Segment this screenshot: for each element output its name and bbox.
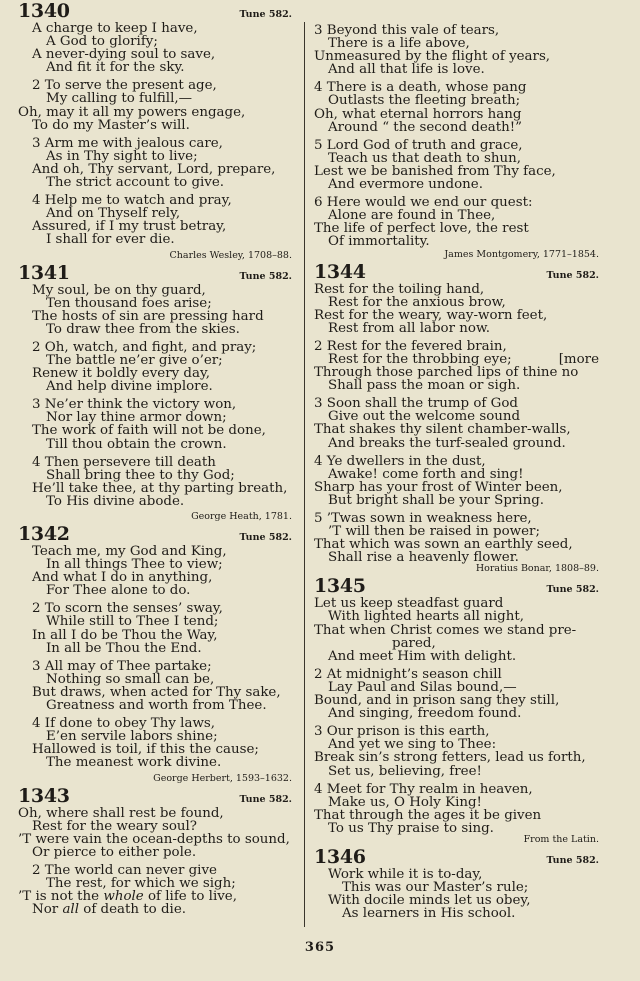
verse-line: Renew it boldly every day,: [32, 366, 211, 382]
verse-line: 3 Arm me with jealous care,: [32, 135, 223, 151]
verse-line: ’T were vain the ocean-depths to sound,: [18, 831, 290, 847]
verse-line: 6 Here would we end our quest:: [314, 195, 533, 211]
verse-line: In all I do be Thou the Way,: [32, 627, 218, 643]
verse-line: The strict account to give.: [46, 175, 225, 191]
verse-line: Oh, what eternal horrors hang: [314, 106, 522, 122]
verse-line: Teach us that death to shun,: [328, 150, 521, 166]
verse-line: With lighted hearts all night,: [328, 609, 524, 625]
verse-line: The work of faith will not be done,: [32, 423, 266, 439]
verse-line: ’T will then be raised in power;: [328, 524, 540, 540]
stanza-6: [314, 196, 599, 248]
verse-line: And oh, Thy servant, Lord, prepare,: [32, 161, 276, 177]
stanza-1: [18, 545, 292, 597]
verse-line: 4 Ye dwellers in the dust,: [314, 453, 486, 469]
hymn-header: [18, 785, 292, 807]
verse-line: Rest for the weary soul?: [32, 818, 197, 834]
verse-line: 3 Our prison is this earth,: [314, 724, 490, 740]
stanza-1: [18, 284, 292, 336]
verse-line: E’en servile labors shine;: [46, 729, 218, 745]
hymn-number: 1345: [314, 575, 366, 598]
hymn-number: 1343: [18, 784, 70, 807]
verse-line: 5 ’Twas sown in weakness here,: [314, 511, 532, 526]
verse-line: And breaks the turf-sealed ground.: [328, 435, 566, 451]
verse-line: For Thee alone to do.: [46, 583, 191, 599]
stanza-1: [18, 22, 292, 74]
stanza-4: [314, 455, 599, 507]
stanza-3: [314, 24, 599, 76]
stanza-4: [18, 456, 292, 508]
tune-reference: Tune 582.: [239, 270, 292, 282]
verse-line: With docile minds let us obey,: [328, 893, 531, 909]
verse-line: 4 There is a death, whose pang: [314, 80, 527, 96]
hymn-header: [18, 523, 292, 545]
verse-line: Of immortality.: [328, 234, 430, 250]
verse-line: There is a life above,: [328, 36, 470, 52]
author-attribution: James Montgomery, 1771–1854.: [444, 248, 599, 260]
stanza-2: [18, 602, 292, 654]
verse-line: As learners in His school.: [342, 906, 516, 922]
verse-line: And evermore undone.: [328, 177, 483, 193]
verse-line: Shall rise a heavenly flower.: [328, 550, 519, 566]
stanza-1: [314, 283, 599, 335]
verse-line: 4 If done to obey Thy laws,: [32, 716, 216, 732]
verse-text: ’T is not the: [18, 889, 104, 905]
tune-reference: Tune 582.: [239, 9, 292, 20]
stanza-1: [18, 807, 292, 859]
hymn-1346: [314, 846, 599, 920]
verse-line: In all things Thee to view;: [46, 557, 223, 573]
verse-line: Rest from all labor now.: [328, 320, 491, 336]
verse-line: Oh, may it all my powers engage,: [18, 104, 246, 120]
tune-reference: Tune 582.: [546, 584, 599, 596]
verse-line: The battle ne’er give o’er;: [46, 352, 223, 368]
left-column: [18, 0, 292, 921]
stanza-2: [314, 340, 599, 392]
hymn-header: [18, 0, 292, 22]
verse-line: 3 Beyond this vale of tears,: [314, 23, 500, 38]
verse-line: And yet we sing to Thee:: [328, 737, 497, 753]
verse-line: That when Christ comes we stand pre-: [314, 622, 577, 638]
hymn-1340: [18, 0, 292, 262]
verse-line: A God to glorify;: [46, 34, 158, 50]
stanza-1: [314, 597, 599, 662]
verse-line: Awake! come forth and sing!: [328, 466, 524, 482]
verse-line: The hosts of sin are pressing hard: [32, 308, 264, 324]
verse-line: Or pierce to either pole.: [32, 844, 197, 860]
page-number: 365: [304, 940, 336, 955]
hymn-number: 1340: [18, 0, 70, 22]
verse-line: 2 To scorn the senses’ sway,: [32, 601, 223, 617]
tune-reference: Tune 582.: [546, 269, 599, 281]
stanza-3: [18, 137, 292, 189]
verse-line: 2 The world can never give: [32, 862, 217, 878]
verse-line: Greatness and worth from Thee.: [46, 698, 267, 714]
verse-line: [18, 903, 292, 916]
verse-line: As in Thy sight to live;: [46, 148, 198, 164]
verse-line: And what I do in anything,: [32, 570, 213, 586]
verse-line: Lay Paul and Silas bound,—: [328, 679, 517, 695]
hymn-number: 1344: [314, 260, 366, 283]
tune-reference: Tune 582.: [546, 854, 599, 866]
verse-line: That shakes thy silent chamber-walls,: [314, 422, 571, 438]
tune-reference: Tune 582.: [239, 532, 292, 543]
verse-line: Work while it is to-day,: [328, 866, 483, 882]
hymn-1343-continued: [314, 0, 599, 261]
hymn-header: [314, 846, 599, 868]
verse-line: While still to Thee I tend;: [46, 614, 219, 630]
author-attribution: Horatius Bonar, 1808–89.: [475, 563, 599, 575]
verse-line: Through those parched lips of thine no: [314, 365, 579, 381]
verse-line: Hallowed is toil, if this the cause;: [32, 742, 259, 758]
verse-line: Set us, believing, free!: [328, 763, 482, 779]
verse-line: That which was sown an earthly seed,: [314, 537, 573, 553]
stanza-2: [18, 79, 292, 131]
verse-line: That through the ages it be given: [314, 807, 542, 823]
verse-line: Shall bring thee to thy God;: [46, 467, 235, 483]
hymn-number: 1341: [18, 261, 70, 284]
verse-line: 3 Soon shall the trump of God: [314, 396, 518, 412]
verse-line: Nor lay thine armor down;: [46, 410, 227, 426]
verse-line: A never-dying soul to save,: [32, 47, 216, 63]
author-attribution: Charles Wesley, 1708–88.: [169, 249, 292, 261]
verse-text: Rest for the throbbing eye;: [328, 351, 512, 367]
stanza-2: [18, 864, 292, 916]
tune-reference: Tune 582.: [239, 793, 292, 805]
verse-line: Outlasts the fleeting breath;: [328, 93, 521, 109]
verse-line: My calling to fulfill,—: [46, 91, 193, 107]
verse-line: 4 Then persevere till death: [32, 454, 216, 470]
verse-line: 5 Lord God of truth and grace,: [314, 137, 523, 153]
hymn-1341: [18, 262, 292, 524]
verse-line: This was our Master’s rule;: [342, 880, 529, 896]
verse-line: A charge to keep I have,: [32, 21, 198, 36]
stanza-5: [314, 512, 599, 564]
verse-line: And meet Him with delight.: [328, 648, 517, 664]
verse-line: To us Thy praise to sing.: [328, 820, 494, 836]
author-attribution: George Heath, 1781.: [191, 511, 292, 522]
verse-line: The life of perfect love, the rest: [314, 221, 529, 237]
verse-line: 4 Meet for Thy realm in heaven,: [314, 781, 533, 797]
stanza-2: [18, 341, 292, 393]
verse-line: Rest for the toiling hand,: [314, 281, 485, 297]
verse-line: Nothing so small can be,: [46, 671, 215, 687]
verse-line: Make us, O Holy King!: [328, 794, 482, 810]
verse-line: Lest we be banished from Thy face,: [314, 163, 556, 179]
verse-line: In all be Thou the End.: [46, 640, 202, 656]
verse-line: To do my Master’s will.: [32, 117, 190, 133]
verse-line: 2 Rest for the fevered brain,: [314, 338, 507, 354]
verse-line: Rest for the anxious brow,: [328, 294, 506, 310]
hymn-1345: [314, 575, 599, 846]
verse-line: Sharp has your frost of Winter been,: [314, 479, 563, 495]
verse-line: 3 Ne’er think the victory won,: [32, 397, 237, 413]
verse-line: I shall for ever die.: [46, 232, 175, 248]
verse-line: The meanest work divine.: [46, 755, 222, 771]
stanza-4: [18, 194, 292, 246]
verse-text: Nor: [32, 902, 63, 918]
hymn-1342: [18, 523, 292, 785]
verse-line: Alone are found in Thee,: [328, 208, 496, 224]
verse-line: Shall pass the moan or sigh.: [328, 378, 521, 394]
verse-line: Teach me, my God and King,: [32, 544, 227, 559]
verse-line: Unmeasured by the flight of years,: [314, 49, 551, 65]
stanza-3: [314, 725, 599, 777]
stanza-4: [314, 81, 599, 133]
verse-line: 2 At midnight’s season chill: [314, 666, 502, 682]
turnover-mark: [more: [558, 351, 599, 367]
author-attribution: From the Latin.: [523, 833, 599, 845]
emphasized-word: all: [62, 902, 79, 918]
verse-line: Let us keep steadfast guard: [314, 596, 504, 612]
verse-line: But draws, when acted for Thy sake,: [32, 684, 281, 700]
verse-line: pared,: [392, 635, 436, 651]
verse-line: 2 To serve the present age,: [32, 78, 217, 94]
stanza-3: [18, 660, 292, 712]
hymn-number: 1342: [18, 523, 70, 545]
verse-line: Bound, and in prison sang they still,: [314, 693, 560, 709]
verse-line: Rest for the weary, way-worn feet,: [314, 307, 548, 323]
verse-line: The rest, for which we sigh;: [46, 875, 236, 891]
column-divider: [304, 22, 305, 927]
verse-text: of death to die.: [79, 902, 187, 918]
stanza-3: [314, 397, 599, 449]
hymn-header: [314, 575, 599, 597]
verse-line: And on Thyself rely,: [46, 206, 181, 222]
hymn-header: [314, 261, 599, 283]
stanza-2: [314, 668, 599, 720]
stanza-3: [18, 398, 292, 450]
verse-line: And fit it for the sky.: [46, 60, 185, 76]
stanza-4: [314, 783, 599, 835]
verse-line: Break sin’s strong fetters, lead us forth,: [314, 750, 586, 766]
verse-line: And help divine implore.: [46, 379, 213, 395]
verse-line: And all that life is love.: [328, 62, 485, 78]
verse-line: Oh, where shall rest be found,: [18, 805, 224, 821]
verse-line: Ten thousand foes arise;: [46, 295, 212, 311]
hymn-1344: [314, 261, 599, 576]
verse-line: To His divine abode.: [46, 493, 185, 509]
verse-line: My soul, be on thy guard,: [32, 282, 206, 298]
verse-text: of life to live,: [143, 889, 237, 905]
verse-line: Around “ the second death!”: [328, 119, 523, 135]
verse-line: Till thou obtain the crown.: [46, 436, 227, 452]
verse-line: Assured, if I my trust betray,: [32, 219, 227, 235]
verse-line: And singing, freedom found.: [328, 706, 522, 722]
verse-line: But bright shall be your Spring.: [328, 492, 545, 508]
verse-line: To draw thee from the skies.: [46, 321, 240, 337]
right-column: [314, 0, 599, 925]
hymn-header: [18, 262, 292, 284]
verse-line: 2 Oh, watch, and fight, and pray;: [32, 339, 257, 355]
hymn-number: 1346: [314, 845, 366, 868]
stanza-1: [314, 868, 599, 920]
verse-line: He’ll take thee, at thy parting breath,: [32, 480, 288, 496]
verse-line: 4 Help me to watch and pray,: [32, 193, 232, 209]
emphasized-word: whole: [103, 889, 144, 905]
author-attribution: George Herbert, 1593–1632.: [153, 772, 292, 784]
stanza-4: [18, 717, 292, 769]
hymn-1343: [18, 785, 292, 917]
stanza-5: [314, 139, 599, 191]
verse-line: 3 All may of Thee partake;: [32, 658, 212, 674]
verse-line: Give out the welcome sound: [328, 409, 521, 425]
